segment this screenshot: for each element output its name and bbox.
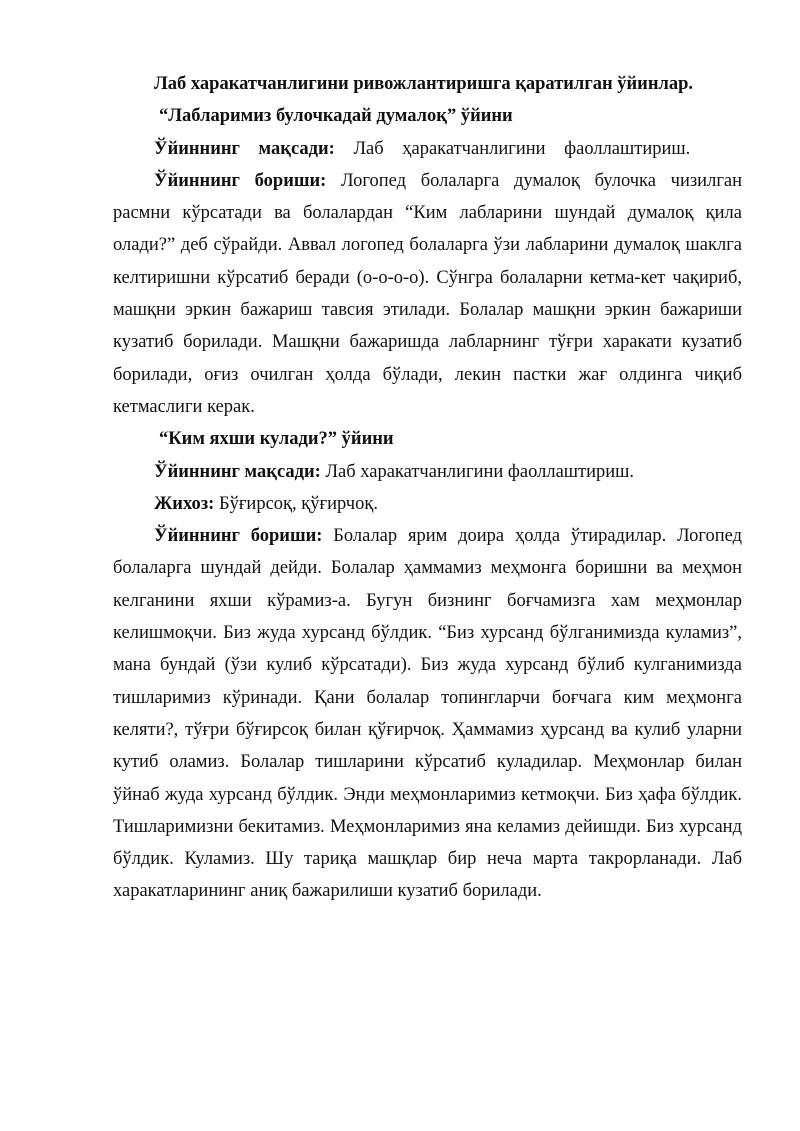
game1-title: “Лабларимиз булочкадай думалоқ” ўйини: [159, 106, 513, 127]
game2-process: [113, 520, 742, 908]
game2-process-text: Болалар ярим доира ҳолда ўтирадилар. Логопед болаларга шундай дейди. Болалар ҳаммамиз меҳмонга боришни ва меҳмон келганини яхши кўрамиз-а. Бугун бизнинг боғчамизга хам меҳмонлар келишмоқчи. Биз жуда хурсанд бўлдик. “Биз хурсанд бўлганимизда куламиз”, мана бундай (ўзи кулиб кўрсатади). Биз жуда хурсанд бўлиб кулганимизда тишларимиз кўринади. Қани болалар топингларчи боғчага ким меҳмонга келяти?, тўғри бўғирсоқ билан қўғирчоқ. Ҳаммамиз ҳурсанд ва кулиб уларни кутиб оламиз. Болалар тишларини кўрсатиб куладилар. Меҳмонлар билан ўйнаб жуда хурсанд бўлдик. Энди меҳмонларимиз кетмоқчи. Биз ҳафа бўлдик. Тишларимизни бекитамиз. Меҳмонларимиз яна келамиз дейишди. Биз хурсанд бўлдик. Куламиз. Шу тариқа машқлар бир неча марта такрорланади. Лаб харакатларининг аниқ бажарилиши кузатиб борилади.: [113, 526, 742, 902]
game2-equipment-text: Бўғирсоқ, қўғирчоқ.: [218, 493, 378, 514]
game1-process: [113, 165, 742, 423]
game2-equipment-label: Жихоз:: [154, 493, 215, 514]
game1-process-text: Логопед болаларга думалоқ булочка чизилган расмни кўрсатади ва болалардан “Ким лабларини шундай думалоқ қила олади?” деб сўрайди. Аввал логопед болаларга ўзи лабларини думалоқ шаклга келтиришни кўрсатиб беради (о-о-о-о). Сўнгра болаларни кетма-кет чақириб, машқни эркин бажариш тавсия этилади. Болалар машқни эркин бажариши кузатиб борилади. Машқни бажаришда лабларнинг тўғри харакати кузатиб борилади, оғиз очилган ҳолда бўлади, лекин пастки жағ олдинга чиқиб кетмаслиги керак.: [113, 170, 743, 417]
document-body: [113, 68, 742, 908]
game1-goal-text: Лаб ҳаракатчанлигини фаоллаштириш.: [353, 138, 691, 159]
game2-goal: [113, 456, 742, 488]
game1-goal-label: Ўйиннинг мақсади:: [154, 138, 335, 159]
game2-process-label: Ўйиннинг бориши:: [154, 526, 323, 547]
game2-title: “Ким яхши кулади?” ўйини: [159, 429, 394, 450]
game2-goal-label: Ўйиннинг мақсади:: [154, 461, 321, 482]
game1-goal: [113, 133, 742, 165]
game2-goal-text: Лаб харакатчанлигини фаоллаштириш.: [325, 461, 635, 482]
game2-equipment: [113, 488, 742, 520]
section-title: Лаб харакатчанлигини ривожлантиришга қаратилган ўйинлар.: [154, 74, 694, 94]
game1-process-label: Ўйиннинг бориши:: [154, 170, 327, 191]
